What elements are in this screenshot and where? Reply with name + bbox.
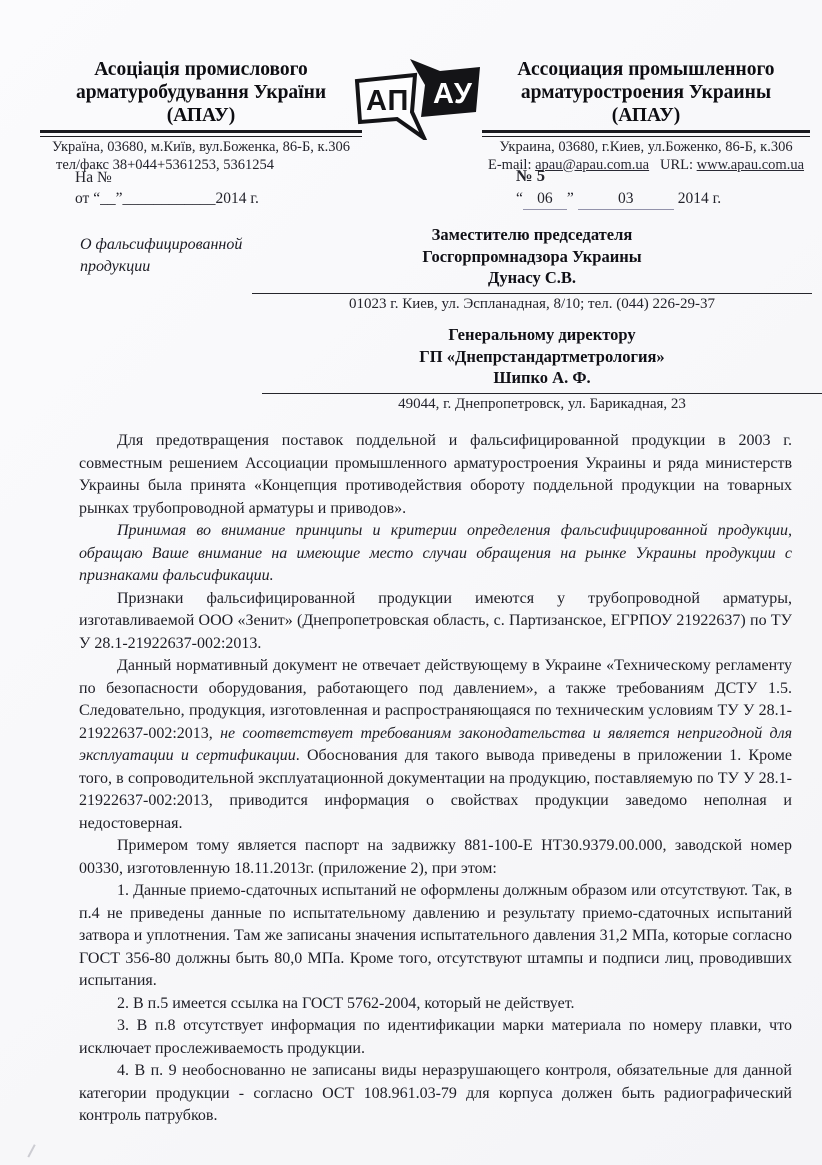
list-item-2: 2. В п.5 имеется ссылка на ГОСТ 5762-2004, который не действует.: [117, 994, 575, 1012]
org-address-ru: Украина, 03680, г.Киев, ул.Боженко, 86-Б, к.306: [499, 139, 793, 155]
paragraph-document-italic: не соответствует требованиям законодательства и является непригодной для эксплуатации и сертификации: [79, 724, 793, 764]
recipient-2-rule: [262, 393, 822, 394]
recipient-2-position: Генеральному директору: [448, 325, 636, 344]
url-label: URL:: [659, 156, 694, 173]
incoming-date-line: от “__”____________2014 г.: [75, 190, 259, 207]
subject-note: О фальсифицированной продукции: [80, 236, 243, 275]
email-link: apau@apau.com.ua: [535, 156, 650, 173]
org-title-ru-line2: арматуростроения Украины: [520, 82, 772, 103]
recipient-1-organization: Госгорпромнадзора Украины: [422, 246, 642, 266]
date-year: 2014 г.: [677, 190, 722, 207]
url-link: www.apau.com.ua: [696, 156, 805, 173]
list-item-1: 1. Данные приемо-сдаточных испытаний не оформлены должным образом или отсутствуют. Так, в п.4 не приведены данные по испытательному давлению и результату приемо-сдаточных испытаний затвора и уплотнения. Там же записаны значения испытательного давления 31,2 МПа, которые согласно ГОСТ 356-80 должны быть 80,0 МПа. Кроме того, отсутствуют штампы и подписи лиц, проводивших испытания.: [79, 882, 792, 989]
paragraph-example: Примером тому является паспорт на задвижку 881-100-Е НТЗ0.9379.00.000, заводской номер 00330, изготовленную 18.11.2013г. (приложение 2), при этом:: [79, 837, 792, 877]
recipient-2-organization: ГП «Днепрстандартметрология»: [419, 346, 665, 366]
paragraph-signs: Признаки фальсифицированной продукции имеются у трубопроводной арматуры, изготавливаемой ООО «Зенит» (Днепропетровская область, с. Партизанское, ЕГРПОУ 21922637) по ТУ У 28.1-21922637-002:2013.: [79, 589, 792, 652]
logo-right-text: АУ: [433, 78, 473, 110]
paragraph-document-part1: Данный нормативный документ не отвечает действующему в Украине «Техническому регламенту по безопасности оборудования, работающего под давлением», а также требованиям ДСТУ 1.5. Следовательно, продукция, изготовленная и распространяющаяся по техническим условиям ТУ У 28.1-21922637-002:2013,: [79, 657, 792, 742]
letter-body: [79, 430, 792, 1128]
letterhead-right-rule: [482, 130, 810, 137]
org-title-ua-abbr: (АПАУ): [166, 105, 236, 126]
scan-artifact: [27, 1144, 43, 1162]
recipient-2-address: 49044, г. Днепропетровск, ул. Барикадная, 23: [398, 395, 686, 412]
org-title-ua-line1: Асоціація промислового: [94, 59, 308, 80]
apau-logo-icon: [352, 58, 484, 140]
org-phone-ua: тел/факс 38+044+5361253, 5361254: [56, 156, 274, 173]
outgoing-number: № 5: [516, 166, 545, 185]
recipient-1: [252, 224, 812, 314]
paragraph-concept: Для предотвращения поставок поддельной и фальсифицированной продукции в 2003 г. совместным решением Ассоциации промышленного арматуростроения Украины и ряда министерств Украины была принята «Концепция противодействия обороту поддельной продукции на товарных рынках трубопроводной арматуры и приводов».: [79, 432, 792, 517]
recipient-1-name: Дунасу С.В.: [487, 268, 576, 287]
recipient-2: [262, 324, 822, 414]
date-open-quote: “: [516, 190, 523, 207]
apau-logo: [352, 58, 484, 140]
letterhead-right: [482, 58, 810, 174]
reference-outgoing: [516, 165, 721, 210]
org-title-ua-line2: арматуробудування України: [75, 82, 327, 103]
paragraph-document: [79, 655, 792, 835]
email-label: E-mail:: [487, 156, 532, 173]
outgoing-date-line: [516, 188, 721, 210]
date-day: 06: [523, 188, 567, 210]
recipient-1-address: 01023 г. Киев, ул. Эспланадная, 8/10; тел. (044) 226-29-37: [349, 295, 715, 312]
letterhead-left-rule: [40, 130, 362, 137]
list-item-4: 4. В п. 9 необоснованно не записаны виды неразрушающего контроля, обязательные для данной категории продукции - согласно ОСТ 108.961.03-79 для корпуса должен быть радиографический контроль патрубков.: [79, 1062, 792, 1124]
date-month: 03: [578, 188, 674, 210]
recipient-1-rule: [252, 293, 812, 294]
letterhead-left: [40, 58, 362, 174]
recipient-1-position: Заместителю председателя: [431, 225, 633, 244]
paragraph-attention: Принимая во внимание принципы и критерии определения фальсифицированной продукции, обращаю Ваше внимание на имеющие место случаи обращения на рынке Украины продукции с признаками фальсификации.: [79, 522, 792, 584]
org-title-ru-abbr: (АПАУ): [611, 105, 681, 126]
org-address-ua: Україна, 03680, м.Київ, вул.Боженка, 86-Б, к.306: [52, 139, 350, 155]
incoming-number-label: На №: [75, 169, 112, 186]
date-close-quote: ”: [566, 190, 574, 207]
org-title-ru-line1: Ассоциация промышленного: [517, 59, 775, 80]
logo-left-text: АП: [366, 85, 410, 117]
recipient-2-name: Шипко А. Ф.: [493, 368, 591, 387]
list-item-3: 3. В п.8 отсутствует информация по идентификации марки материала по номеру плавки, что исключает прослеживаемость продукции.: [79, 1017, 792, 1057]
reference-incoming: [75, 167, 259, 209]
paragraph-document-part2: . Обоснования для такого вывода приведены в приложении 1. Кроме того, в сопроводительной эксплуатационной документации на продукцию, поставляемую по ТУ У 28.1-21922637-002:2013, приводится информация о свойствах продукции заведомо неполная и недостоверная.: [79, 747, 792, 832]
